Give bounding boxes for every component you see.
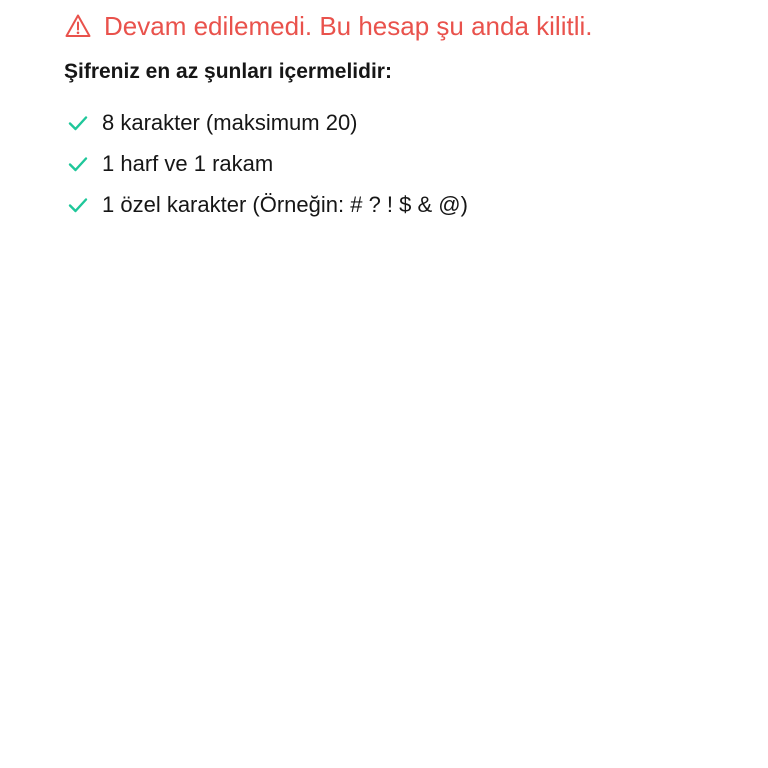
error-message: Devam edilemedi. Bu hesap şu anda kilitli. xyxy=(104,11,593,41)
requirement-item-special-char xyxy=(64,184,468,225)
requirement-label: 1 özel karakter (Örneğin: # ? ! $ & @) xyxy=(102,191,468,217)
checkmark-icon xyxy=(64,191,92,219)
error-banner xyxy=(64,10,592,42)
warning-triangle-icon xyxy=(64,12,92,40)
checkmark-icon xyxy=(64,150,92,178)
requirement-label: 8 karakter (maksimum 20) xyxy=(102,109,358,135)
requirement-item-length xyxy=(64,102,468,143)
checkmark-icon xyxy=(64,109,92,137)
password-requirements-list xyxy=(64,102,468,225)
requirement-item-letter-digit xyxy=(64,143,468,184)
requirements-heading: Şifreniz en az şunları içermelidir: xyxy=(64,60,392,83)
requirement-label: 1 harf ve 1 rakam xyxy=(102,150,274,176)
